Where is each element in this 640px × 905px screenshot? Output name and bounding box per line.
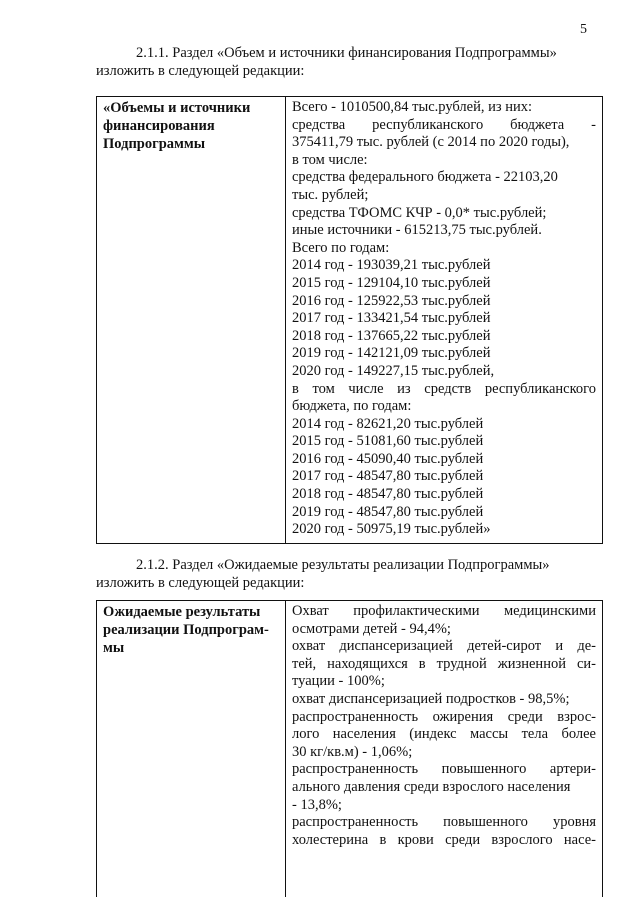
financing-label-cell (97, 97, 286, 544)
value-line: 2020 год - 50975,19 тыс.рублей» (292, 521, 491, 538)
value-line: 2019 год - 48547,80 тыс.рублей (292, 503, 484, 520)
table-row (97, 97, 603, 544)
section-2-1-1-heading (96, 44, 604, 80)
financing-value-cell (286, 97, 603, 544)
financing-table (96, 96, 603, 544)
value-line: туации - 100%; (292, 673, 385, 690)
value-line: 30 кг/кв.м) - 1,06%; (292, 743, 413, 760)
value-line: иные источники - 615213,75 тыс.рублей. (292, 222, 542, 239)
value-line: средства республиканского бюджета - (292, 116, 596, 133)
value-line: - 13,8%; (292, 796, 342, 813)
value-line: в том числе: (292, 151, 368, 168)
value-line: распространенность повышенного уровня (292, 814, 596, 831)
value-line: охват диспансеризацией подростков - 98,5%; (292, 690, 570, 707)
value-line: распространенность повышенного артери- (292, 761, 596, 778)
value-line: 2016 год - 45090,40 тыс.рублей (292, 450, 484, 467)
value-line: 2016 год - 125922,53 тыс.рублей (292, 292, 491, 309)
value-line: 2019 год - 142121,09 тыс.рублей (292, 345, 491, 362)
value-line: осмотрами детей - 94,4%; (292, 620, 451, 637)
value-line: 375411,79 тыс. рублей (с 2014 по 2020 годы), (292, 134, 570, 151)
label-line: мы (103, 640, 125, 656)
label-line: Подпрограммы (103, 136, 206, 152)
value-line: распространенность ожирения среди взрос- (292, 708, 596, 725)
value-line: 2020 год - 149227,15 тыс.рублей, (292, 362, 495, 379)
heading-line: изложить в следующей редакции: (96, 575, 305, 591)
value-line: в том числе из средств республиканского (292, 380, 596, 397)
value-line: 2014 год - 82621,20 тыс.рублей (292, 415, 484, 432)
value-line: холестерина в крови среди взрослого насе- (292, 831, 596, 848)
table-row (97, 601, 603, 898)
label-line: реализации Подпрограм- (103, 622, 269, 638)
value-line: тыс. рублей; (292, 186, 369, 203)
value-line: средства ТФОМС КЧР - 0,0* тыс.рублей; (292, 204, 547, 221)
value-line: Всего - 1010500,84 тыс.рублей, из них: (292, 99, 533, 115)
value-line: 2017 год - 48547,80 тыс.рублей (292, 468, 484, 485)
heading-line: изложить в следующей редакции: (96, 63, 305, 79)
value-line: Всего по годам: (292, 239, 390, 256)
results-value-cell (286, 601, 603, 898)
value-line: 2014 год - 193039,21 тыс.рублей (292, 257, 491, 274)
label-line: финансирования (103, 118, 215, 134)
value-line: охват диспансеризацией детей-сирот и де- (292, 638, 596, 655)
label-line: Ожидаемые результаты (103, 604, 261, 620)
section-2-1-2-heading (96, 556, 604, 592)
expected-results-table (96, 600, 603, 897)
value-line: Охват профилактическими медицинскими (292, 603, 596, 619)
page-number: 5 (580, 22, 587, 37)
heading-line: 2.1.2. Раздел «Ожидаемые результаты реализации Подпрограммы» (136, 557, 550, 573)
value-line: тей, находящихся в трудной жизненной си- (292, 655, 596, 672)
value-line: 2017 год - 133421,54 тыс.рублей (292, 310, 491, 327)
value-line: 2015 год - 129104,10 тыс.рублей (292, 274, 491, 291)
value-line: 2018 год - 137665,22 тыс.рублей (292, 327, 491, 344)
value-line: лого населения (индекс массы тела более (292, 726, 596, 743)
value-line: бюджета, по годам: (292, 398, 412, 415)
value-line: 2018 год - 48547,80 тыс.рублей (292, 486, 484, 503)
value-line: 2015 год - 51081,60 тыс.рублей (292, 433, 484, 450)
value-line: средства федерального бюджета - 22103,20 (292, 169, 558, 186)
results-label-cell (97, 601, 286, 898)
heading-line: 2.1.1. Раздел «Объем и источники финансирования Подпрограммы» (136, 45, 557, 61)
value-line: ального давления среди взрослого населения (292, 778, 571, 795)
label-line: «Объемы и источники (103, 100, 251, 116)
